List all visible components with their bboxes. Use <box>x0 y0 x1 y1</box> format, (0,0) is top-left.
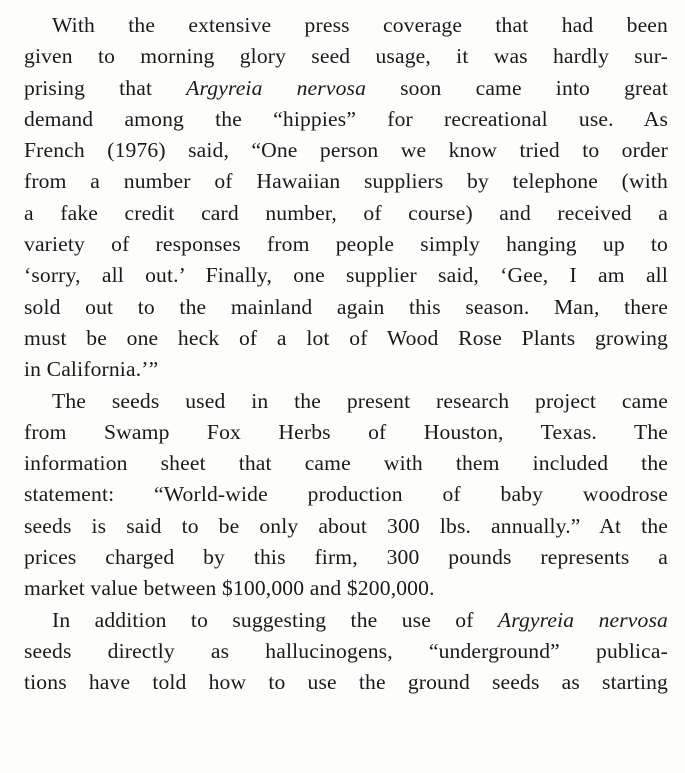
text-line <box>24 73 668 104</box>
text-line: demand among the “hippies” for recreational use. As <box>24 106 668 131</box>
text-line: sold out to the mainland again this season. Man, there <box>24 294 668 319</box>
text-line: market value between $100,000 and $200,000. <box>24 576 435 601</box>
text-line: must be one heck of a lot of Wood Rose Plants growing <box>24 325 668 350</box>
text-line: from Swamp Fox Herbs of Houston, Texas. The <box>24 419 668 444</box>
text-line: given to morning glory seed usage, it was hardly sur- <box>24 44 668 69</box>
text-line <box>24 605 668 636</box>
species-name: Argyreia nervosa <box>186 75 367 100</box>
text-line: French (1976) said, “One person we know tried to order <box>24 138 668 163</box>
text-line: statement: “World-wide production of baby woodrose <box>24 482 668 507</box>
text-line: The seeds used in the present research project came <box>52 388 668 413</box>
paragraph-1 <box>24 10 668 386</box>
text-line: in California.’” <box>24 357 159 382</box>
text-line: With the extensive press coverage that had been <box>52 13 668 37</box>
body-text <box>24 10 668 699</box>
text-run: soon came into great <box>366 75 668 100</box>
text-line: variety of responses from people simply hanging up to <box>24 232 668 257</box>
text-line: from a number of Hawaiian suppliers by telephone (with <box>24 169 668 194</box>
text-line: ‘sorry, all out.’ Finally, one supplier said, ‘Gee, I am all <box>24 263 668 288</box>
text-line: a fake credit card number, of course) and received a <box>24 200 668 225</box>
text-run: prising that <box>24 75 187 100</box>
text-line: prices charged by this firm, 300 pounds represents a <box>24 545 668 570</box>
species-name: Argyreia nervosa <box>497 607 668 632</box>
text-line: seeds directly as hallucinogens, “underground” publica- <box>24 638 668 663</box>
paragraph-2 <box>24 386 668 605</box>
text-run: In addition to suggesting the use of <box>52 607 498 632</box>
paragraph-3 <box>24 605 668 699</box>
text-line: tions have told how to use the ground seeds as starting <box>24 670 668 695</box>
text-line: information sheet that came with them included the <box>24 451 668 476</box>
text-line: seeds is said to be only about 300 lbs. annually.” At the <box>24 513 668 538</box>
